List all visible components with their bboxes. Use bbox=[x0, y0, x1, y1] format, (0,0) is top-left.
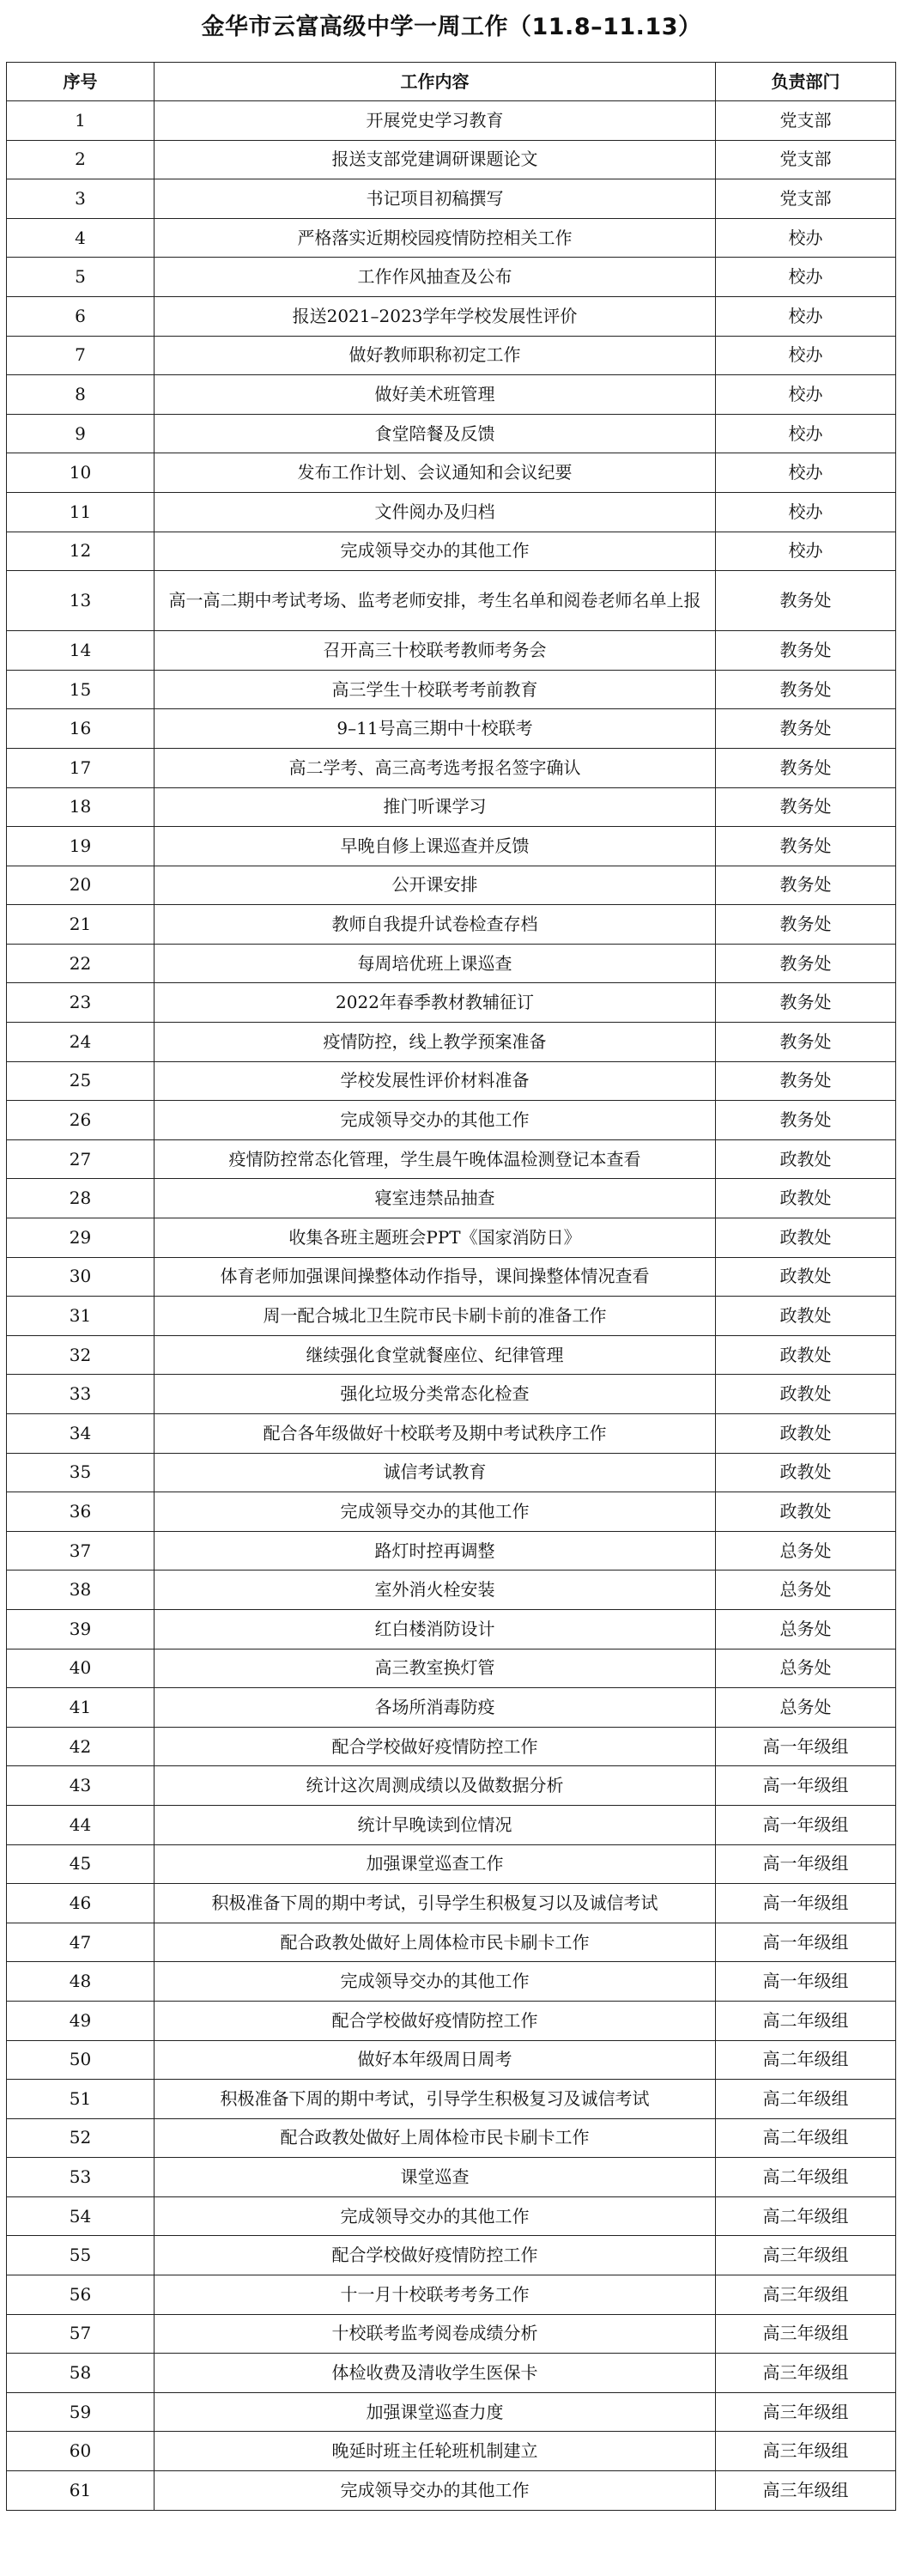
cell-dept: 高一年级组 bbox=[716, 1844, 896, 1884]
table-row bbox=[7, 944, 896, 983]
cell-dept: 总务处 bbox=[716, 1649, 896, 1688]
cell-dept: 高一年级组 bbox=[716, 1962, 896, 2002]
cell-dept: 校办 bbox=[716, 218, 896, 258]
table-row bbox=[7, 2080, 896, 2119]
cell-content: 报送支部党建调研课题论文 bbox=[155, 140, 716, 179]
cell-no: 9 bbox=[7, 414, 155, 453]
cell-dept: 政教处 bbox=[716, 1139, 896, 1179]
cell-no: 13 bbox=[7, 571, 155, 631]
table-row bbox=[7, 2001, 896, 2040]
cell-no: 2 bbox=[7, 140, 155, 179]
cell-no: 56 bbox=[7, 2275, 155, 2315]
cell-dept: 高二年级组 bbox=[716, 2118, 896, 2158]
table-row bbox=[7, 1257, 896, 1297]
cell-dept: 高一年级组 bbox=[716, 1727, 896, 1766]
cell-no: 25 bbox=[7, 1061, 155, 1101]
cell-content: 收集各班主题班会PPT《国家消防日》 bbox=[155, 1218, 716, 1258]
cell-no: 5 bbox=[7, 258, 155, 297]
work-table bbox=[6, 62, 896, 2511]
header-no: 序号 bbox=[7, 63, 155, 101]
cell-content: 寝室违禁品抽查 bbox=[155, 1179, 716, 1218]
cell-content: 完成领导交办的其他工作 bbox=[155, 532, 716, 571]
cell-dept: 政教处 bbox=[716, 1453, 896, 1492]
table-row bbox=[7, 1139, 896, 1179]
cell-content: 强化垃圾分类常态化检查 bbox=[155, 1375, 716, 1414]
cell-dept: 教务处 bbox=[716, 1101, 896, 1140]
table-row bbox=[7, 1688, 896, 1728]
cell-content: 早晚自修上课巡查并反馈 bbox=[155, 827, 716, 866]
cell-content: 加强课堂巡查力度 bbox=[155, 2392, 716, 2432]
cell-content: 加强课堂巡查工作 bbox=[155, 1844, 716, 1884]
cell-content: 9–11号高三期中十校联考 bbox=[155, 709, 716, 749]
cell-no: 22 bbox=[7, 944, 155, 983]
cell-dept: 高三年级组 bbox=[716, 2275, 896, 2315]
cell-dept: 校办 bbox=[716, 336, 896, 375]
table-row bbox=[7, 827, 896, 866]
cell-no: 59 bbox=[7, 2392, 155, 2432]
cell-dept: 高一年级组 bbox=[716, 1923, 896, 1962]
cell-no: 58 bbox=[7, 2354, 155, 2393]
cell-no: 28 bbox=[7, 1179, 155, 1218]
cell-dept: 政教处 bbox=[716, 1218, 896, 1258]
cell-content: 配合学校做好疫情防控工作 bbox=[155, 2236, 716, 2275]
cell-content: 完成领导交办的其他工作 bbox=[155, 1101, 716, 1140]
cell-no: 23 bbox=[7, 983, 155, 1023]
cell-content: 路灯时控再调整 bbox=[155, 1531, 716, 1571]
cell-content: 配合政教处做好上周体检市民卡刷卡工作 bbox=[155, 2118, 716, 2158]
cell-content: 体检收费及清收学生医保卡 bbox=[155, 2354, 716, 2393]
cell-dept: 总务处 bbox=[716, 1531, 896, 1571]
table-row bbox=[7, 2314, 896, 2354]
cell-no: 14 bbox=[7, 631, 155, 671]
cell-no: 27 bbox=[7, 1139, 155, 1179]
table-row bbox=[7, 2392, 896, 2432]
cell-no: 7 bbox=[7, 336, 155, 375]
header-content: 工作内容 bbox=[155, 63, 716, 101]
cell-no: 10 bbox=[7, 453, 155, 493]
cell-dept: 政教处 bbox=[716, 1257, 896, 1297]
cell-content: 严格落实近期校园疫情防控相关工作 bbox=[155, 218, 716, 258]
table-row bbox=[7, 296, 896, 336]
cell-no: 3 bbox=[7, 179, 155, 219]
cell-dept: 总务处 bbox=[716, 1609, 896, 1649]
cell-no: 42 bbox=[7, 1727, 155, 1766]
table-row bbox=[7, 1649, 896, 1688]
table-row bbox=[7, 1844, 896, 1884]
cell-dept: 高一年级组 bbox=[716, 1805, 896, 1844]
table-row bbox=[7, 2236, 896, 2275]
cell-no: 54 bbox=[7, 2196, 155, 2236]
table-row bbox=[7, 1414, 896, 1454]
cell-content: 2022年春季教材教辅征订 bbox=[155, 983, 716, 1023]
cell-no: 40 bbox=[7, 1649, 155, 1688]
table-row bbox=[7, 1492, 896, 1532]
table-row bbox=[7, 1061, 896, 1101]
cell-content: 疫情防控常态化管理，学生晨午晚体温检测登记本查看 bbox=[155, 1139, 716, 1179]
cell-content: 各场所消毒防疫 bbox=[155, 1688, 716, 1728]
cell-no: 26 bbox=[7, 1101, 155, 1140]
table-row bbox=[7, 453, 896, 493]
table-row bbox=[7, 2275, 896, 2315]
cell-dept: 政教处 bbox=[716, 1375, 896, 1414]
cell-content: 积极准备下周的期中考试，引导学生积极复习及诚信考试 bbox=[155, 2080, 716, 2119]
cell-content: 疫情防控，线上教学预案准备 bbox=[155, 1023, 716, 1062]
cell-dept: 高三年级组 bbox=[716, 2236, 896, 2275]
table-row bbox=[7, 532, 896, 571]
table-row bbox=[7, 2196, 896, 2236]
cell-dept: 党支部 bbox=[716, 179, 896, 219]
page-title: 金华市云富高级中学一周工作（11.8–11.13） bbox=[201, 14, 702, 40]
cell-content: 做好本年级周日周考 bbox=[155, 2040, 716, 2080]
table-body bbox=[7, 101, 896, 2511]
cell-no: 51 bbox=[7, 2080, 155, 2119]
cell-content: 课堂巡查 bbox=[155, 2158, 716, 2197]
cell-dept: 高一年级组 bbox=[716, 1766, 896, 1806]
cell-content: 高二学考、高三高考选考报名签字确认 bbox=[155, 748, 716, 787]
cell-content: 红白楼消防设计 bbox=[155, 1609, 716, 1649]
table-row bbox=[7, 905, 896, 945]
cell-dept: 教务处 bbox=[716, 709, 896, 749]
cell-content: 做好教师职称初定工作 bbox=[155, 336, 716, 375]
cell-dept: 教务处 bbox=[716, 748, 896, 787]
cell-content: 诚信考试教育 bbox=[155, 1453, 716, 1492]
table-row bbox=[7, 983, 896, 1023]
table-row bbox=[7, 1453, 896, 1492]
cell-no: 45 bbox=[7, 1844, 155, 1884]
cell-content: 统计早晚读到位情况 bbox=[155, 1805, 716, 1844]
cell-content: 教师自我提升试卷检查存档 bbox=[155, 905, 716, 945]
cell-dept: 高二年级组 bbox=[716, 2158, 896, 2197]
cell-content: 配合政教处做好上周体检市民卡刷卡工作 bbox=[155, 1923, 716, 1962]
cell-content: 配合各年级做好十校联考及期中考试秩序工作 bbox=[155, 1414, 716, 1454]
cell-content: 书记项目初稿撰写 bbox=[155, 179, 716, 219]
table-row bbox=[7, 2158, 896, 2197]
cell-no: 8 bbox=[7, 375, 155, 415]
cell-dept: 政教处 bbox=[716, 1297, 896, 1336]
cell-content: 推门听课学习 bbox=[155, 787, 716, 827]
cell-dept: 高三年级组 bbox=[716, 2354, 896, 2393]
cell-dept: 校办 bbox=[716, 532, 896, 571]
cell-no: 43 bbox=[7, 1766, 155, 1806]
cell-no: 50 bbox=[7, 2040, 155, 2080]
cell-dept: 校办 bbox=[716, 375, 896, 415]
table-row bbox=[7, 140, 896, 179]
cell-no: 19 bbox=[7, 827, 155, 866]
cell-content: 周一配合城北卫生院市民卡刷卡前的准备工作 bbox=[155, 1297, 716, 1336]
table-row bbox=[7, 492, 896, 532]
cell-no: 46 bbox=[7, 1884, 155, 1923]
cell-dept: 高二年级组 bbox=[716, 2040, 896, 2080]
table-row bbox=[7, 1023, 896, 1062]
cell-content: 公开课安排 bbox=[155, 866, 716, 905]
cell-content: 高三学生十校联考考前教育 bbox=[155, 670, 716, 709]
cell-dept: 高二年级组 bbox=[716, 2080, 896, 2119]
cell-dept: 校办 bbox=[716, 258, 896, 297]
cell-dept: 政教处 bbox=[716, 1179, 896, 1218]
table-row bbox=[7, 787, 896, 827]
table-row bbox=[7, 571, 896, 631]
cell-dept: 政教处 bbox=[716, 1492, 896, 1532]
cell-content: 食堂陪餐及反馈 bbox=[155, 414, 716, 453]
cell-dept: 高三年级组 bbox=[716, 2392, 896, 2432]
cell-no: 24 bbox=[7, 1023, 155, 1062]
cell-no: 35 bbox=[7, 1453, 155, 1492]
table-row bbox=[7, 709, 896, 749]
cell-no: 39 bbox=[7, 1609, 155, 1649]
cell-dept: 校办 bbox=[716, 414, 896, 453]
cell-dept: 党支部 bbox=[716, 140, 896, 179]
cell-no: 52 bbox=[7, 2118, 155, 2158]
cell-no: 31 bbox=[7, 1297, 155, 1336]
cell-content: 做好美术班管理 bbox=[155, 375, 716, 415]
cell-no: 44 bbox=[7, 1805, 155, 1844]
table-row bbox=[7, 1766, 896, 1806]
cell-dept: 教务处 bbox=[716, 827, 896, 866]
table-row bbox=[7, 2040, 896, 2080]
table-row bbox=[7, 2471, 896, 2511]
table-row bbox=[7, 1375, 896, 1414]
table-row bbox=[7, 2432, 896, 2471]
table-row bbox=[7, 375, 896, 415]
cell-no: 47 bbox=[7, 1923, 155, 1962]
cell-dept: 教务处 bbox=[716, 631, 896, 671]
cell-dept: 政教处 bbox=[716, 1414, 896, 1454]
cell-content: 统计这次周测成绩以及做数据分析 bbox=[155, 1766, 716, 1806]
cell-no: 17 bbox=[7, 748, 155, 787]
cell-content: 学校发展性评价材料准备 bbox=[155, 1061, 716, 1101]
cell-content: 召开高三十校联考教师考务会 bbox=[155, 631, 716, 671]
table-row bbox=[7, 866, 896, 905]
cell-dept: 校办 bbox=[716, 296, 896, 336]
cell-no: 11 bbox=[7, 492, 155, 532]
header-dept: 负责部门 bbox=[716, 63, 896, 101]
table-row bbox=[7, 631, 896, 671]
table-row bbox=[7, 1727, 896, 1766]
cell-dept: 高三年级组 bbox=[716, 2471, 896, 2511]
cell-dept: 高三年级组 bbox=[716, 2314, 896, 2354]
cell-content: 完成领导交办的其他工作 bbox=[155, 1962, 716, 2002]
table-header-row bbox=[7, 63, 896, 101]
cell-content: 完成领导交办的其他工作 bbox=[155, 2196, 716, 2236]
cell-no: 15 bbox=[7, 670, 155, 709]
cell-dept: 教务处 bbox=[716, 983, 896, 1023]
table-row bbox=[7, 2118, 896, 2158]
table-row bbox=[7, 258, 896, 297]
cell-no: 12 bbox=[7, 532, 155, 571]
cell-content: 积极准备下周的期中考试，引导学生积极复习以及诚信考试 bbox=[155, 1884, 716, 1923]
table-row bbox=[7, 670, 896, 709]
table-row bbox=[7, 101, 896, 141]
table-row bbox=[7, 1531, 896, 1571]
table-row bbox=[7, 1101, 896, 1140]
table-row bbox=[7, 1218, 896, 1258]
cell-dept: 总务处 bbox=[716, 1688, 896, 1728]
table-row bbox=[7, 1609, 896, 1649]
table-row bbox=[7, 2354, 896, 2393]
cell-dept: 高二年级组 bbox=[716, 2001, 896, 2040]
cell-no: 48 bbox=[7, 1962, 155, 2002]
table-row bbox=[7, 748, 896, 787]
table-row bbox=[7, 1571, 896, 1610]
cell-content: 工作作风抽查及公布 bbox=[155, 258, 716, 297]
cell-dept: 教务处 bbox=[716, 944, 896, 983]
cell-no: 61 bbox=[7, 2471, 155, 2511]
table-row bbox=[7, 336, 896, 375]
cell-content: 配合学校做好疫情防控工作 bbox=[155, 2001, 716, 2040]
cell-no: 53 bbox=[7, 2158, 155, 2197]
cell-content: 晚延时班主任轮班机制建立 bbox=[155, 2432, 716, 2471]
cell-no: 32 bbox=[7, 1335, 155, 1375]
cell-no: 20 bbox=[7, 866, 155, 905]
cell-dept: 总务处 bbox=[716, 1571, 896, 1610]
cell-dept: 教务处 bbox=[716, 787, 896, 827]
cell-no: 30 bbox=[7, 1257, 155, 1297]
cell-no: 29 bbox=[7, 1218, 155, 1258]
cell-no: 49 bbox=[7, 2001, 155, 2040]
cell-content: 十校联考监考阅卷成绩分析 bbox=[155, 2314, 716, 2354]
cell-no: 33 bbox=[7, 1375, 155, 1414]
cell-no: 4 bbox=[7, 218, 155, 258]
cell-dept: 教务处 bbox=[716, 905, 896, 945]
cell-no: 57 bbox=[7, 2314, 155, 2354]
table-row bbox=[7, 179, 896, 219]
cell-content: 十一月十校联考考务工作 bbox=[155, 2275, 716, 2315]
cell-content: 报送2021–2023学年学校发展性评价 bbox=[155, 296, 716, 336]
table-row bbox=[7, 1884, 896, 1923]
table-row bbox=[7, 1179, 896, 1218]
cell-content: 高一高二期中考试考场、监考老师安排，考生名单和阅卷老师名单上报 bbox=[155, 571, 716, 631]
cell-no: 1 bbox=[7, 101, 155, 141]
cell-dept: 校办 bbox=[716, 453, 896, 493]
table-row bbox=[7, 1923, 896, 1962]
cell-content: 文件阅办及归档 bbox=[155, 492, 716, 532]
cell-dept: 高一年级组 bbox=[716, 1884, 896, 1923]
cell-dept: 校办 bbox=[716, 492, 896, 532]
cell-content: 配合学校做好疫情防控工作 bbox=[155, 1727, 716, 1766]
cell-dept: 教务处 bbox=[716, 571, 896, 631]
cell-content: 开展党史学习教育 bbox=[155, 101, 716, 141]
cell-content: 发布工作计划、会议通知和会议纪要 bbox=[155, 453, 716, 493]
cell-content: 完成领导交办的其他工作 bbox=[155, 1492, 716, 1532]
cell-dept: 教务处 bbox=[716, 1023, 896, 1062]
cell-dept: 教务处 bbox=[716, 866, 896, 905]
table-row bbox=[7, 1805, 896, 1844]
table-row bbox=[7, 414, 896, 453]
cell-dept: 高三年级组 bbox=[716, 2432, 896, 2471]
cell-content: 高三教室换灯管 bbox=[155, 1649, 716, 1688]
cell-no: 37 bbox=[7, 1531, 155, 1571]
cell-no: 18 bbox=[7, 787, 155, 827]
cell-no: 60 bbox=[7, 2432, 155, 2471]
cell-no: 21 bbox=[7, 905, 155, 945]
table-row bbox=[7, 1297, 896, 1336]
table-row bbox=[7, 1335, 896, 1375]
cell-content: 每周培优班上课巡查 bbox=[155, 944, 716, 983]
cell-no: 55 bbox=[7, 2236, 155, 2275]
cell-no: 6 bbox=[7, 296, 155, 336]
cell-dept: 教务处 bbox=[716, 1061, 896, 1101]
cell-content: 体育老师加强课间操整体动作指导，课间操整体情况查看 bbox=[155, 1257, 716, 1297]
cell-no: 41 bbox=[7, 1688, 155, 1728]
cell-content: 完成领导交办的其他工作 bbox=[155, 2471, 716, 2511]
table-row bbox=[7, 218, 896, 258]
cell-dept: 教务处 bbox=[716, 670, 896, 709]
cell-dept: 政教处 bbox=[716, 1335, 896, 1375]
cell-content: 室外消火栓安装 bbox=[155, 1571, 716, 1610]
cell-no: 36 bbox=[7, 1492, 155, 1532]
cell-dept: 高二年级组 bbox=[716, 2196, 896, 2236]
cell-content: 继续强化食堂就餐座位、纪律管理 bbox=[155, 1335, 716, 1375]
cell-no: 38 bbox=[7, 1571, 155, 1610]
table-row bbox=[7, 1962, 896, 2002]
cell-dept: 党支部 bbox=[716, 101, 896, 141]
cell-no: 16 bbox=[7, 709, 155, 749]
cell-no: 34 bbox=[7, 1414, 155, 1454]
